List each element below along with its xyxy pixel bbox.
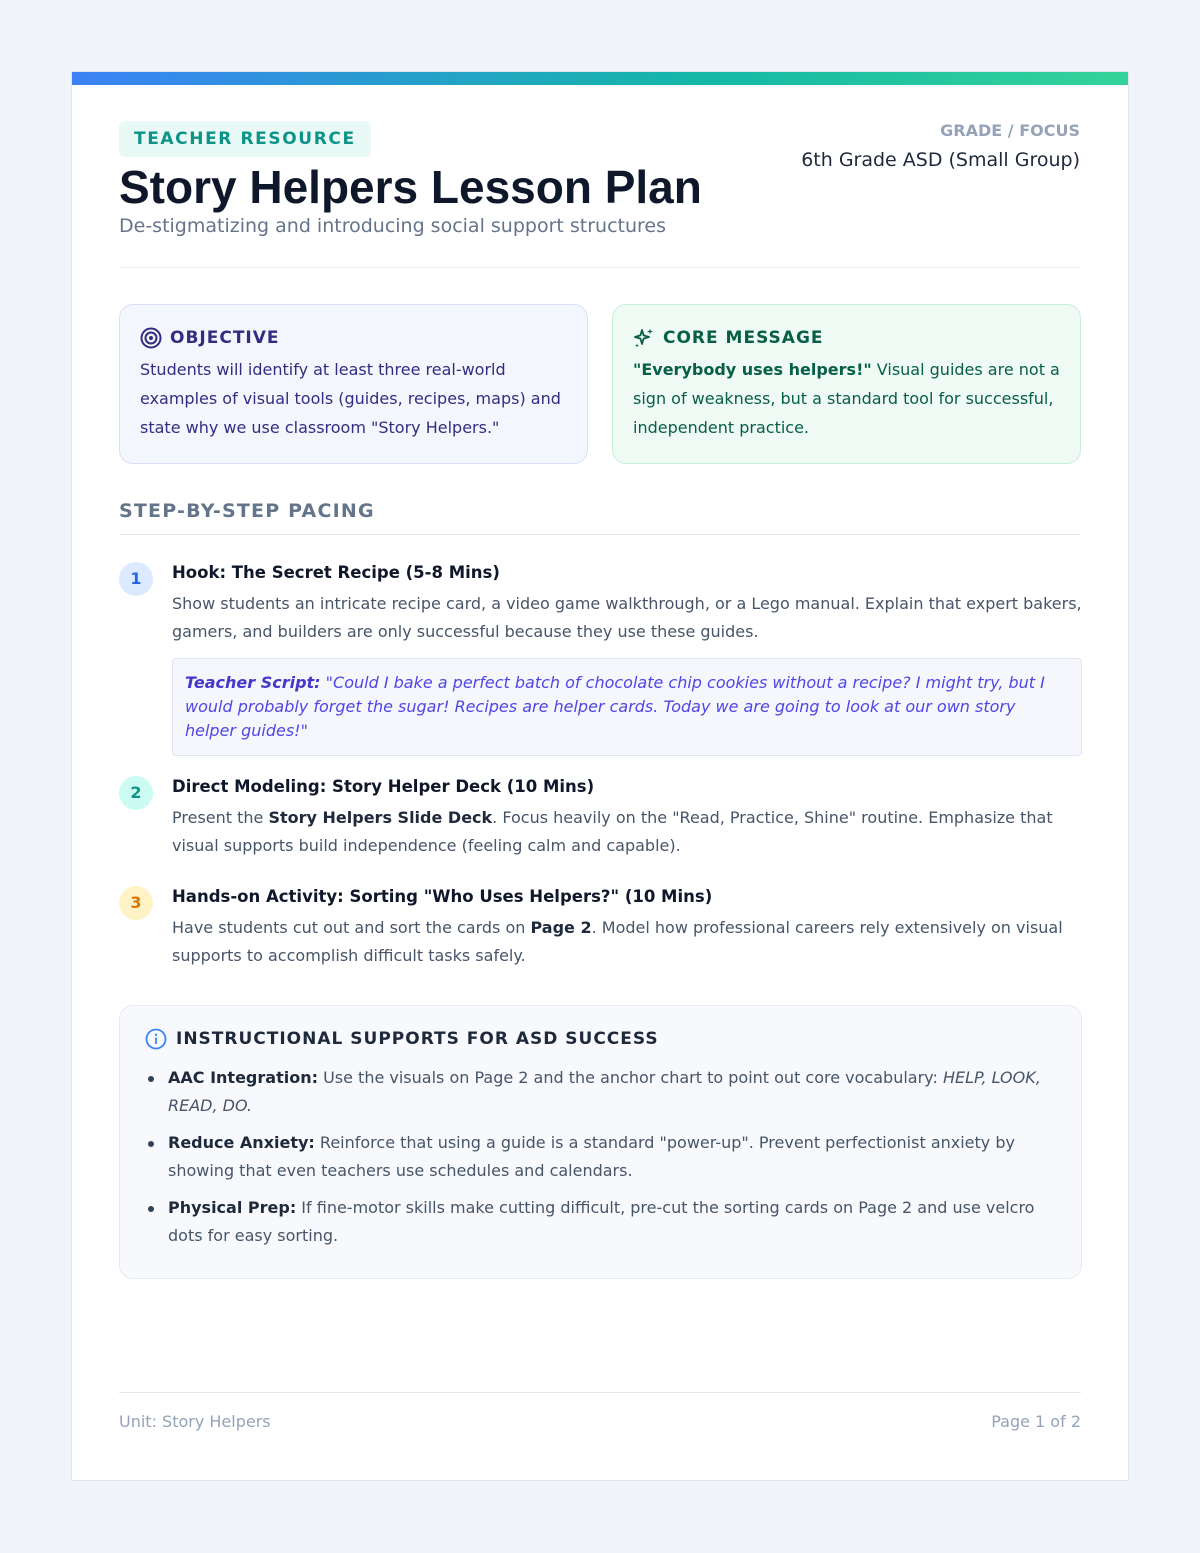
- divider: [119, 1392, 1081, 1393]
- supports-heading: INSTRUCTIONAL SUPPORTS FOR ASD SUCCESS: [176, 1029, 659, 1049]
- list-item: [145, 1129, 1056, 1185]
- step-text-pre: Present the: [172, 808, 269, 827]
- page-title: Story Helpers Lesson Plan: [119, 161, 702, 213]
- step-title: Hands-on Activity: Sorting "Who Uses Helpers?" (10 Mins): [172, 887, 713, 906]
- info-icon: [145, 1028, 167, 1050]
- core-message-heading: CORE MESSAGE: [663, 328, 824, 348]
- list-item: [145, 1194, 1056, 1250]
- step-text: Show students an intricate recipe card, a video game walkthrough, or a Lego manual. Explain that expert bakers, gamers, and builders are only successful because they use these guides.: [172, 594, 1082, 641]
- core-message-heading-row: [633, 327, 1060, 349]
- support-label: Physical Prep:: [168, 1198, 297, 1217]
- step-text-pre: Have students cut out and sort the cards on: [172, 918, 531, 937]
- step-title: Direct Modeling: Story Helper Deck (10 Mins): [172, 777, 595, 796]
- step-text: [172, 804, 1082, 860]
- page-subtitle: De-stigmatizing and introducing social support structures: [119, 215, 667, 237]
- support-vocabulary: HELP, LOOK, READ, DO.: [168, 1068, 1041, 1115]
- objective-card: [119, 304, 588, 464]
- list-item: [145, 1064, 1056, 1120]
- teacher-script-box: [172, 658, 1082, 756]
- sparkles-icon: [633, 327, 655, 349]
- objective-heading: OBJECTIVE: [170, 328, 280, 348]
- core-message-bold: "Everybody uses helpers!": [633, 360, 872, 379]
- step-text-bold: Story Helpers Slide Deck: [268, 808, 493, 827]
- step-number: 3: [119, 886, 153, 920]
- footer-page-number: Page 1 of 2: [991, 1412, 1081, 1431]
- step-text: [172, 914, 1082, 970]
- resource-badge: TEACHER RESOURCE: [119, 121, 371, 157]
- step-text-post: . Model how professional careers rely extensively on visual supports to accomplish difficult tasks safely.: [172, 918, 1063, 965]
- supports-heading-row: [145, 1028, 1056, 1050]
- divider: [119, 534, 1081, 535]
- objective-text: Students will identify at least three real-world examples of visual tools (guides, recipes, maps) and state why we use classroom "Story Helpers.": [140, 360, 561, 437]
- support-text: If fine-motor skills make cutting difficult, pre-cut the sorting cards on Page 2 and use velcro dots for easy sorting.: [168, 1198, 1035, 1245]
- teacher-script-text: "Could I bake a perfect batch of chocolate chip cookies without a recipe? I might try, but I would probably forget the sugar! Recipes are helper cards. Today we are going to look at our own story helper guides!": [185, 673, 1045, 740]
- step-title: Hook: The Secret Recipe (5-8 Mins): [172, 563, 500, 582]
- step-text-post: . Focus heavily on the "Read, Practice, Shine" routine. Emphasize that visual supports build independence (feeling calm and capable).: [172, 808, 1053, 855]
- pacing-heading: STEP-BY-STEP PACING: [119, 500, 375, 522]
- core-message-card: [612, 304, 1081, 464]
- grade-value: 6th Grade ASD (Small Group): [801, 149, 1080, 171]
- footer-unit: Unit: Story Helpers: [119, 1412, 271, 1431]
- support-label: AAC Integration:: [168, 1068, 318, 1087]
- support-label: Reduce Anxiety:: [168, 1133, 315, 1152]
- lesson-plan-page: [71, 71, 1129, 1481]
- step-number: 2: [119, 776, 153, 810]
- core-message-text: [633, 355, 1060, 442]
- teacher-script-label: Teacher Script:: [185, 673, 321, 692]
- target-icon: [140, 327, 162, 349]
- accent-bar: [72, 72, 1128, 85]
- step-number: 1: [119, 562, 153, 596]
- grade-label: GRADE / FOCUS: [940, 121, 1080, 140]
- objective-heading-row: [140, 327, 567, 349]
- support-text: Use the visuals on Page 2 and the anchor chart to point out core vocabulary:: [317, 1068, 943, 1087]
- instructional-supports-box: [119, 1005, 1082, 1279]
- supports-list: [145, 1064, 1056, 1250]
- support-text: Reinforce that using a guide is a standard "power-up". Prevent perfectionist anxiety by showing that even teachers use schedules and calendars.: [168, 1133, 1015, 1180]
- divider: [119, 267, 1081, 268]
- step-text-bold: Page 2: [530, 918, 592, 937]
- core-message-body: Visual guides are not a sign of weakness, but a standard tool for successful, independent practice.: [633, 360, 1060, 437]
